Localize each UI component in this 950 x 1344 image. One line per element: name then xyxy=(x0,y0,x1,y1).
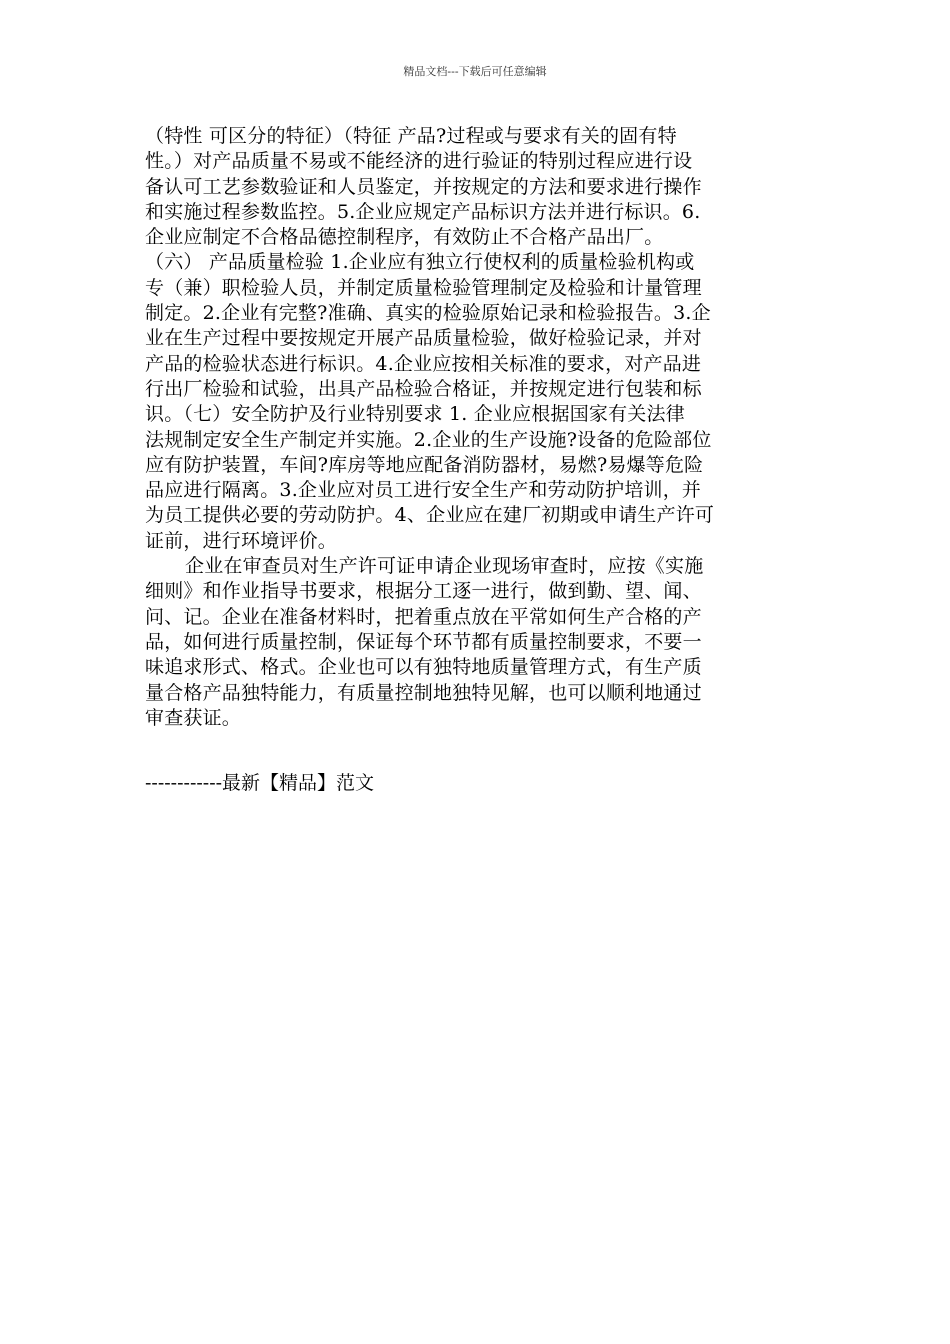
text-line: 产品的检验状态进行标识。4.企业应按相关标准的要求，对产品进 xyxy=(145,352,702,375)
page-header: 精品文档---下载后可任意编辑 xyxy=(403,65,547,78)
text-line: 为员工提供必要的劳动防护。4、企业应在建厂初期或申请生产许可 xyxy=(145,504,715,527)
body-text xyxy=(145,124,805,731)
text-line: 性。）对产品质量不易或不能经济的进行验证的特别过程应进行设 xyxy=(145,150,693,173)
text-line: 专（兼）职检验人员，并制定质量检验管理制定及检验和计量管理 xyxy=(145,276,702,299)
paragraph-start-line: 企业在审查员对生产许可证申请企业现场审查时，应按《实施 xyxy=(185,555,704,578)
footer-banner: ------------最新【精品】范文 xyxy=(145,772,375,794)
text-line: 问、记。企业在准备材料时，把着重点放在平常如何生产合格的产 xyxy=(145,605,702,628)
text-line: 法规制定安全生产制定并实施。2.企业的生产设施?设备的危险部位 xyxy=(145,428,712,451)
text-line: 味追求形式、格式。企业也可以有独特地质量管理方式，有生产质 xyxy=(145,656,702,679)
text-line: 企业应制定不合格品德控制程序，有效防止不合格产品出厂。 xyxy=(145,226,664,249)
text-line: 量合格产品独特能力，有质量控制地独特见解，也可以顺利地通过 xyxy=(145,681,702,704)
text-line: 证前，进行环境评价。 xyxy=(145,529,338,552)
text-line: 制定。2.企业有完整?准确、真实的检验原始记录和检验报告。3.企 xyxy=(145,302,711,325)
text-line: 应有防护装置，车间?库房等地应配备消防器材，易燃?易爆等危险 xyxy=(145,453,704,476)
text-line: 品应进行隔离。3.企业应对员工进行安全生产和劳动防护培训，并 xyxy=(145,479,702,502)
text-line: 和实施过程参数监控。5.企业应规定产品标识方法并进行标识。6. xyxy=(145,200,701,223)
text-line: （六） 产品质量检验 1.企业应有独立行使权利的质量检验机构或 xyxy=(145,251,695,274)
text-line: 备认可工艺参数验证和人员鉴定，并按规定的方法和要求进行操作 xyxy=(145,175,702,198)
text-line: 行出厂检验和试验，出具产品检验合格证，并按规定进行包装和标 xyxy=(145,377,702,400)
text-line: 业在生产过程中要按规定开展产品质量检验，做好检验记录，并对 xyxy=(145,327,702,350)
text-line: 品，如何进行质量控制，保证每个环节都有质量控制要求，不要一 xyxy=(145,630,702,653)
text-line: 审查获证。 xyxy=(145,706,242,729)
text-line: 识。（七）安全防护及行业特别要求 1. 企业应根据国家有关法律 xyxy=(145,403,685,426)
text-line: 细则》和作业指导书要求，根据分工逐一进行，做到勤、望、闻、 xyxy=(145,580,702,603)
text-line: （特性 可区分的特征）（特征 产品?过程或与要求有关的固有特 xyxy=(145,125,677,147)
